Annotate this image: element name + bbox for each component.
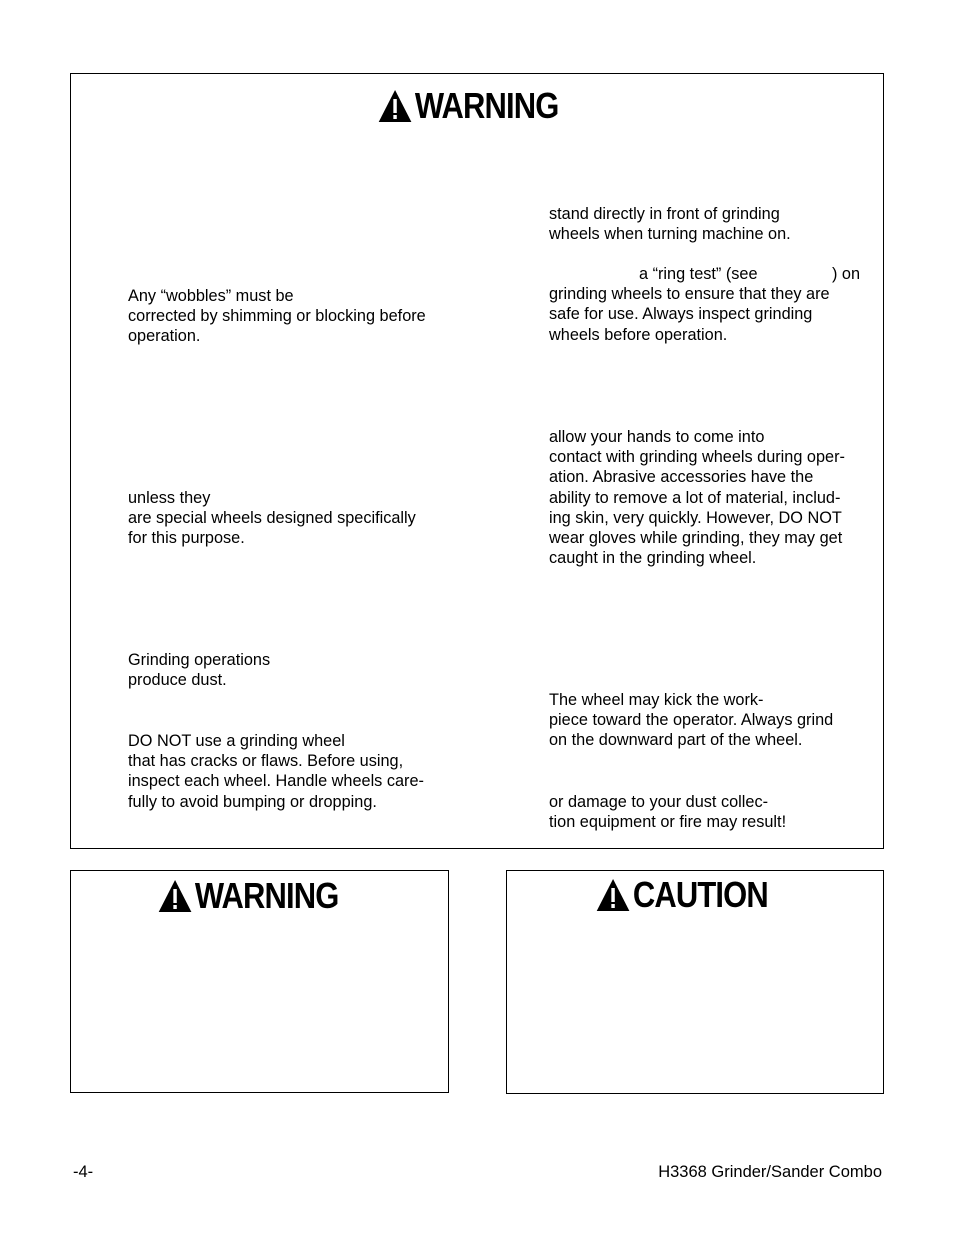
paragraph-line: wear gloves while grinding, they may get	[549, 529, 843, 548]
paragraph-ring-test	[549, 264, 860, 345]
paragraph-line: grinding wheels to ensure that they are	[549, 285, 830, 304]
caution-heading-text: CAUTION	[632, 874, 768, 915]
caution-heading	[595, 874, 768, 916]
paragraph-line: are special wheels designed specifically	[128, 509, 416, 528]
paragraph-line: ing skin, very quickly. However, DO NOT	[549, 508, 842, 527]
paragraph-line: corrected by shimming or blocking before	[128, 307, 426, 326]
paragraph-line: ability to remove a lot of material, includ-	[549, 488, 841, 507]
warning-heading-text: WARNING	[414, 85, 559, 126]
paragraph-cracks	[128, 731, 439, 812]
paragraph-line: caught in the grinding wheel.	[549, 549, 757, 568]
paragraph-line	[549, 264, 860, 284]
paragraph-line: wheels when turning machine on.	[549, 225, 791, 244]
paragraph-line: Any “wobbles” must be	[128, 287, 294, 305]
paragraph-line: that has cracks or flaws. Before using,	[128, 752, 404, 771]
bottom-warning-box	[70, 870, 449, 1093]
warning-triangle-icon	[157, 878, 193, 914]
paragraph-line: tion equipment or fire may result!	[549, 813, 787, 832]
paragraph-special-wheels	[128, 488, 439, 549]
paragraph-line: or damage to your dust collec-	[549, 793, 769, 811]
paragraph-kickback	[549, 690, 860, 751]
warning-triangle-icon	[595, 877, 631, 913]
paragraph-dust	[128, 650, 439, 690]
paragraph-line: DO NOT use a grinding wheel	[128, 732, 345, 750]
paragraph-line: wheels before operation.	[549, 325, 728, 344]
warning-heading-text: WARNING	[194, 875, 339, 916]
paragraph-line: ation. Abrasive accessories have the	[549, 468, 814, 487]
paragraph-line: piece toward the operator. Always grind	[549, 711, 834, 730]
paragraph-line: operation.	[128, 327, 201, 346]
manual-title: H3368 Grinder/Sander Combo	[658, 1163, 882, 1181]
paragraph-wobbles	[128, 286, 439, 347]
paragraph-line: stand directly in front of grinding	[549, 205, 780, 223]
paragraph-hands	[549, 427, 860, 568]
paragraph-line: produce dust.	[128, 671, 227, 690]
paragraph-line: Grinding operations	[128, 651, 271, 669]
paragraph-line: on the downward part of the wheel.	[549, 731, 803, 750]
paragraph-line: inspect each wheel. Handle wheels care-	[128, 772, 424, 791]
warning-triangle-icon	[377, 88, 413, 124]
caution-box	[506, 870, 884, 1094]
paragraph-dust-collection	[549, 792, 860, 832]
paragraph-line: fully to avoid bumping or dropping.	[128, 792, 377, 811]
paragraph-line: for this purpose.	[128, 529, 245, 548]
page-number: -4-	[73, 1163, 94, 1181]
warning-heading	[377, 85, 558, 127]
paragraph-line: unless they	[128, 489, 211, 507]
warning-heading	[157, 875, 338, 917]
paragraph-stand-aside	[549, 204, 860, 244]
paragraph-line: The wheel may kick the work-	[549, 691, 764, 709]
paragraph-line: allow your hands to come into	[549, 428, 765, 446]
paragraph-line: safe for use. Always inspect grinding	[549, 305, 813, 324]
ring-test-ref-close: ) on	[831, 265, 860, 283]
paragraph-line: contact with grinding wheels during oper-	[549, 448, 845, 467]
ring-test-text: a “ring test” (see	[639, 265, 758, 283]
